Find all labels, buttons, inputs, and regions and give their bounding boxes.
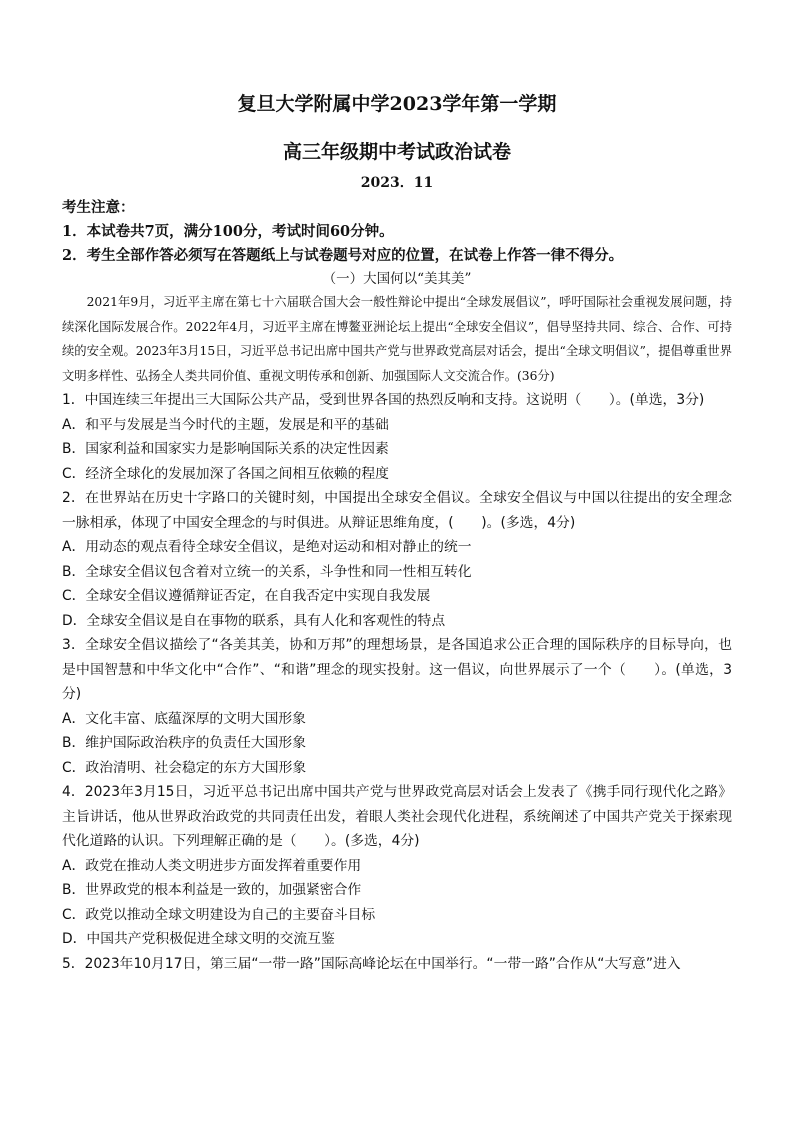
question-4-option: A．政党在推动人类文明进步方面发挥着重要作用 [62, 857, 362, 874]
question-2-stem: 2．在世界站在历史十字路口的关键时刻，中国提出全球安全倡议。全球安全倡议与中国以往提出的安全理念一脉相承，体现了中国安全理念的与时俱进。从辩证思维角度，( )。(多选，4分) [62, 490, 732, 531]
question-5-stem: 5．2023年10月17日，第三届“一带一路”国际高峰论坛在中国举行。“一带一路”合作从“大写意”进入 [62, 955, 681, 972]
question-1-option: A．和平与发展是当今时代的主题，发展是和平的基础 [62, 416, 389, 433]
question-3-option: B．维护国际政治秩序的负责任大国形象 [62, 735, 307, 751]
question-3-option: A．文化丰富、底蕴深厚的文明大国形象 [62, 710, 306, 727]
question-3-option: C．政治清明、社会稳定的东方大国形象 [62, 759, 307, 776]
question-2-option: C．全球安全倡议遵循辩证否定，在自我否定中实现自我发展 [62, 588, 431, 604]
question-3-stem: 3．全球安全倡议描绘了“各美其美，协和万邦”的理想场景，是各国追求公正合理的国际秩序的目标导向，也是中国智慧和中华文化中“合作”、“和谐”理念的现实投射。这一倡议，向世界展示了一个（ ）。(单选，3分) [62, 637, 732, 702]
question-1-option: C．经济全球化的发展加深了各国之间相互依赖的程度 [62, 465, 389, 482]
exam-page [62, 92, 732, 976]
notice-heading: 考生注意： [62, 199, 135, 216]
notice-item: 2．考生全部作答必须写在答题纸上与试卷题号对应的位置，在试卷上作答一律不得分。 [62, 247, 624, 264]
section-title: （一）大国何以“美其美” [322, 271, 472, 287]
exam-date: 2023．11 [360, 175, 434, 191]
question-1-stem: 1．中国连续三年提出三大国际公共产品，受到世界各国的热烈反响和支持。这说明（ ）。(单选，3分) [62, 392, 705, 408]
question-4-stem: 4．2023年3月15日，习近平总书记出席中国共产党与世界政党高层对话会上发表了《携手同行现代化之路》主旨讲话，他从世界政治政党的共同责任出发，着眼人类社会现代化进程，系统阐述了中国共产党关于探索现代化道路的认识。下列理解正确的是（ ）。(多选，4分) [62, 784, 732, 849]
exam-title: 高三年级期中考试政治试卷 [282, 141, 511, 163]
school-title: 复旦大学附属中学2023学年第一学期 [237, 93, 557, 115]
notice-item: 1．本试卷共7页，满分100分，考试时间60分钟。 [62, 223, 394, 240]
section-material: 2021年9月，习近平主席在第七十六届联合国大会一般性辩论中提出“全球发展倡议”，呼吁国际社会重视发展问题，持续深化国际发展合作。2022年4月，习近平主席在博鳌亚洲论坛上提出“全球安全倡议”，倡导坚持共同、综合、合作、可持续的安全观。2023年3月15日，习近平总书记出席中国共产党与世界政党高层对话会，提出“全球文明倡议”，提倡尊重世界文明多样性、弘扬全人类共同价值、重视文明传承和创新、加强国际人文交流合作。(36分) [62, 295, 732, 383]
question-2-option: B．全球安全倡议包含着对立统一的关系，斗争性和同一性相互转化 [62, 563, 472, 580]
question-4-option: D．中国共产党积极促进全球文明的交流互鉴 [62, 931, 335, 947]
question-2-option: A．用动态的观点看待全球安全倡议，是绝对运动和相对静止的统一 [62, 539, 472, 555]
question-1-option: B．国家利益和国家实力是影响国际关系的决定性因素 [62, 441, 389, 457]
question-2-option: D．全球安全倡议是自在事物的联系，具有人化和客观性的特点 [62, 612, 446, 629]
question-4-option: C．政党以推动全球文明建设为自己的主要奋斗目标 [62, 906, 376, 923]
question-4-option: B．世界政党的根本利益是一致的，加强紧密合作 [62, 882, 362, 898]
